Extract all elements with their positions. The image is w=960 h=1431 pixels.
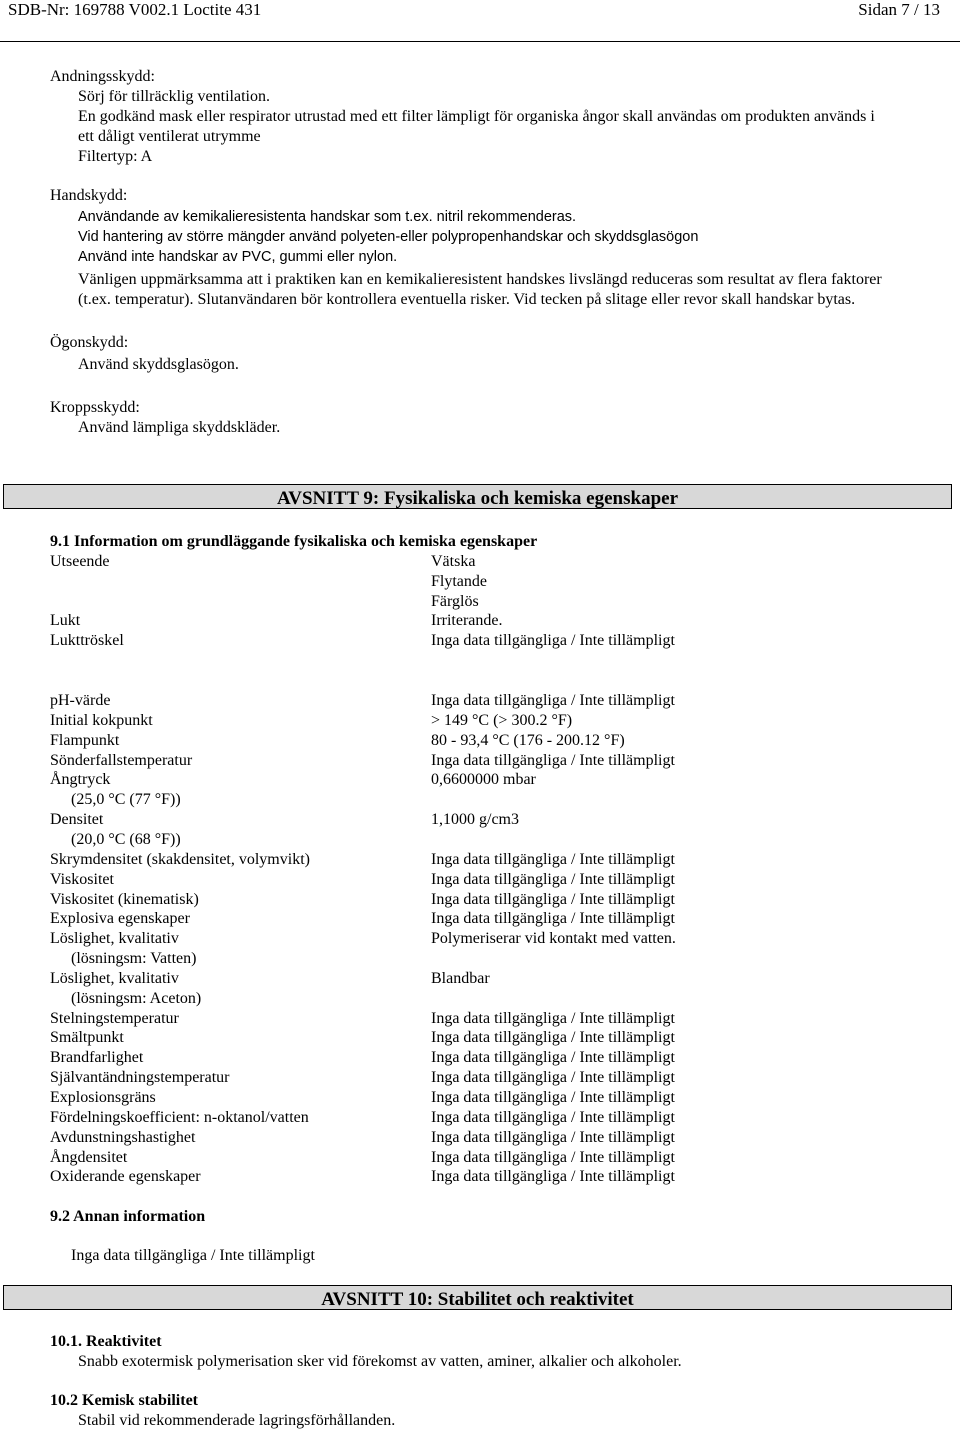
property-label: (25,0 °C (77 °F)): [71, 791, 181, 809]
property-value: Inga data tillgängliga / Inte tillämpligt: [431, 751, 675, 769]
property-label: Ångtryck: [50, 771, 111, 789]
property-value: Polymeriserar vid kontakt med vatten.: [431, 930, 676, 948]
property-value: 0,6600000 mbar: [431, 771, 536, 789]
header-divider: [0, 41, 960, 42]
property-label: Smältpunkt: [50, 1029, 124, 1047]
document-id: SDB-Nr: 169788 V002.1 Loctite 431: [8, 0, 262, 19]
property-value: Inga data tillgängliga / Inte tillämpligt: [431, 870, 675, 888]
eye-label: Ögonskydd:: [50, 334, 129, 351]
respiratory-line: ett dåligt ventilerat utrymme: [78, 128, 261, 145]
property-value: Inga data tillgängliga / Inte tillämpligt: [431, 692, 675, 709]
reactivity-text: Snabb exotermisk polymerisation sker vid förekomst av vatten, aminer, alkalier och alkoholer.: [78, 1353, 682, 1370]
hand-line: Vid hantering av större mängder använd polyeten-eller polypropenhandskar och skyddsglasögon: [78, 229, 699, 245]
property-value: Inga data tillgängliga / Inte tillämpligt: [431, 890, 675, 908]
property-value: Inga data tillgängliga / Inte tillämpligt: [431, 850, 675, 868]
hand-line: Vänligen uppmärksamma att i praktiken kan en kemikalieresistent handskes livslängd reduceras som resultat av flera faktorer: [78, 271, 882, 288]
section-9-1-heading: 9.1 Information om grundläggande fysikaliska och kemiska egenskaper: [50, 533, 538, 550]
property-value: Irriterande.: [431, 612, 503, 630]
property-label: (20,0 °C (68 °F)): [71, 830, 181, 848]
property-label: Stelningstemperatur: [50, 1009, 179, 1027]
property-value: Blandbar: [431, 969, 490, 987]
property-value: 1,1000 g/cm3: [431, 811, 519, 829]
property-value: Inga data tillgängliga / Inte tillämpligt: [431, 1049, 675, 1067]
property-value: Flytande: [431, 572, 487, 590]
other-information: Inga data tillgängliga / Inte tillämpligt: [71, 1247, 315, 1264]
property-label: Viskositet (kinematisk): [50, 890, 199, 908]
page-header: [8, 0, 940, 22]
property-label: Självantändningstemperatur: [50, 1069, 230, 1087]
property-label: Sönderfallstemperatur: [50, 751, 193, 769]
property-label: Initial kokpunkt: [50, 711, 153, 729]
property-value: Färglös: [431, 592, 479, 610]
property-label: (lösningsm: Aceton): [71, 989, 202, 1007]
property-value: Inga data tillgängliga / Inte tillämpligt: [431, 1128, 675, 1146]
property-value: Inga data tillgängliga / Inte tillämpligt: [431, 910, 675, 928]
hand-label: Handskydd:: [50, 187, 128, 204]
property-label: Utseende: [50, 553, 110, 570]
eye-text: Använd skyddsglasögon.: [78, 356, 239, 373]
property-label: Densitet: [50, 811, 104, 829]
property-label: Explosionsgräns: [50, 1089, 156, 1106]
respiratory-line: En godkänd mask eller respirator utrustad med ett filter lämpligt för organiska ångor skall användas om produkten används i: [78, 108, 875, 125]
section-10-1-heading: 10.1. Reaktivitet: [50, 1333, 162, 1350]
property-label: (lösningsm: Vatten): [71, 950, 197, 968]
body-label: Kroppsskydd:: [50, 399, 140, 416]
respiratory-label: Andningsskydd:: [50, 68, 155, 85]
property-value: Inga data tillgängliga / Inte tillämpligt: [431, 1069, 675, 1087]
property-value: 80 - 93,4 °C (176 - 200.12 °F): [431, 731, 625, 749]
property-value: Inga data tillgängliga / Inte tillämpligt: [431, 1168, 675, 1186]
property-label: Löslighet, kvalitativ: [50, 930, 179, 948]
property-value: Inga data tillgängliga / Inte tillämpligt: [431, 632, 675, 650]
property-value: Inga data tillgängliga / Inte tillämpligt: [431, 1009, 675, 1027]
section-10-2-heading: 10.2 Kemisk stabilitet: [50, 1392, 198, 1409]
property-label: Ångdensitet: [50, 1148, 128, 1166]
property-label: Oxiderande egenskaper: [50, 1168, 201, 1186]
property-label: Fördelningskoefficient: n-oktanol/vatten: [50, 1108, 309, 1126]
hand-line: Använd inte handskar av PVC, gummi eller nylon.: [78, 249, 398, 265]
section-10-title: AVSNITT 10: Stabilitet och reaktivitet: [3, 1285, 952, 1310]
property-label: Löslighet, kvalitativ: [50, 969, 179, 987]
property-label: Brandfarlighet: [50, 1049, 144, 1067]
property-label: Flampunkt: [50, 731, 120, 749]
property-label: Skrymdensitet (skakdensitet, volymvikt): [50, 850, 310, 868]
respiratory-line: Sörj för tillräcklig ventilation.: [78, 88, 270, 105]
hand-line: (t.ex. temperatur). Slutanvändaren bör kontrollera eventuella risker. Vid tecken på slitage eller revor skall handskar bytas.: [78, 291, 856, 308]
property-label: Lukttröskel: [50, 632, 124, 650]
property-value: Inga data tillgängliga / Inte tillämpligt: [431, 1108, 675, 1126]
section-9-title: AVSNITT 9: Fysikaliska och kemiska egenskaper: [3, 484, 952, 509]
respiratory-line: Filtertyp: A: [78, 148, 153, 165]
stability-text: Stabil vid rekommenderade lagringsförhållanden.: [78, 1412, 396, 1429]
property-label: Viskositet: [50, 870, 114, 888]
property-label: Explosiva egenskaper: [50, 910, 190, 928]
section-9-2-heading: 9.2 Annan information: [50, 1208, 206, 1225]
hand-line: Användande av kemikalieresistenta handskar som t.ex. nitril rekommenderas.: [78, 209, 577, 225]
property-value: > 149 °C (> 300.2 °F): [431, 711, 573, 729]
body-text: Använd lämpliga skyddskläder.: [78, 419, 281, 436]
property-value: Inga data tillgängliga / Inte tillämpligt: [431, 1029, 675, 1047]
property-value: Inga data tillgängliga / Inte tillämpligt: [431, 1148, 675, 1166]
property-value: Vätska: [431, 553, 476, 570]
page-number: Sidan 7 / 13: [858, 0, 940, 19]
property-label: Avdunstningshastighet: [50, 1128, 196, 1146]
property-label: pH-värde: [50, 692, 111, 709]
property-value: Inga data tillgängliga / Inte tillämpligt: [431, 1089, 675, 1106]
property-label: Lukt: [50, 612, 81, 630]
